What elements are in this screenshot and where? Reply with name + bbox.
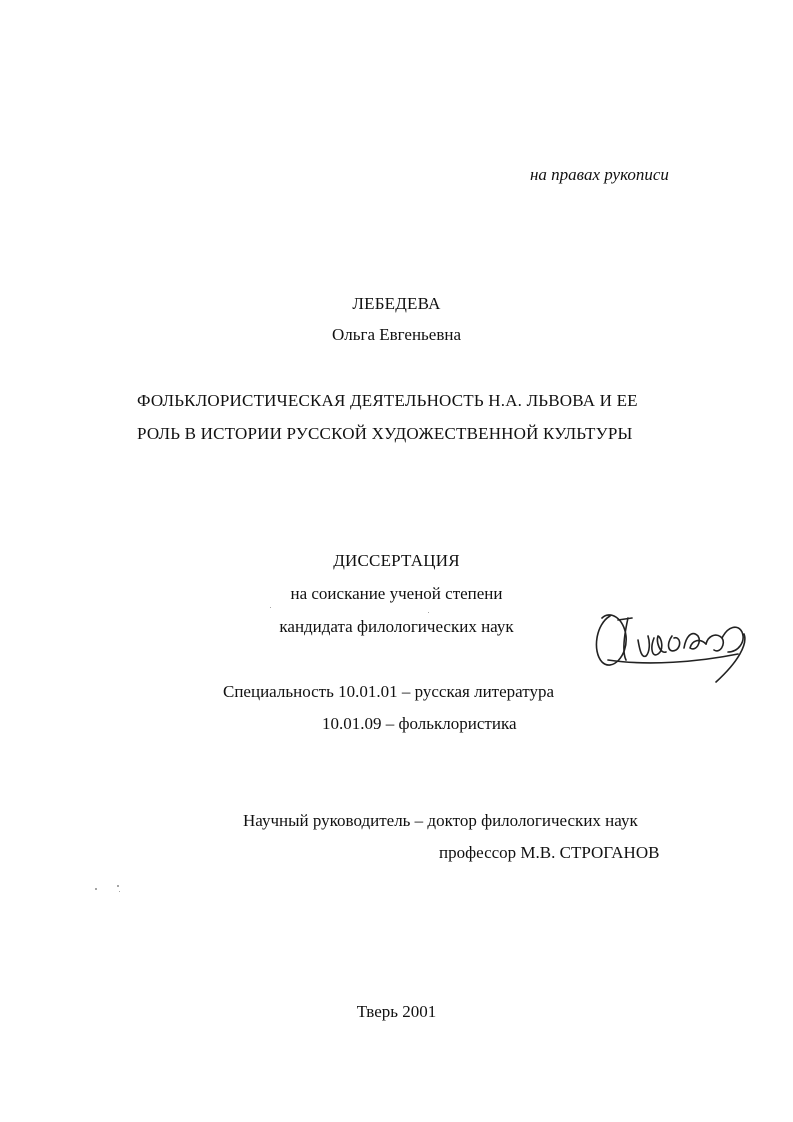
title-line-2: РОЛЬ В ИСТОРИИ РУССКОЙ ХУДОЖЕСТВЕННОЙ КУЛЬТУРЫ [137,424,633,443]
specialty-line-2: 10.01.09 – фольклористика [322,714,517,733]
handwritten-signature-icon [588,596,758,686]
place-year: Тверь 2001 [356,1002,437,1021]
supervisor-line-2: профессор М.В. СТРОГАНОВ [439,843,660,862]
author-name: Ольга Евгеньевна [331,325,462,344]
degree-type: ДИССЕРТАЦИЯ [333,551,460,570]
title-line-1: ФОЛЬКЛОРИСТИЧЕСКАЯ ДЕЯТЕЛЬНОСТЬ Н.А. ЛЬВОВА И ЕЕ [137,391,638,410]
degree-purpose: на соискание ученой степени [290,584,503,603]
scan-speck [428,612,429,613]
scan-speck [270,607,271,608]
degree-name: кандидата филологических наук [279,617,514,636]
scan-speck [117,885,119,887]
scan-speck [119,891,120,892]
author-surname: ЛЕБЕДЕВА [352,294,441,313]
manuscript-note: на правах рукописи [530,165,669,184]
scan-speck [95,888,97,890]
supervisor-line-1: Научный руководитель – доктор филологических наук [243,811,638,830]
specialty-line-1: Специальность 10.01.01 – русская литература [223,682,555,701]
